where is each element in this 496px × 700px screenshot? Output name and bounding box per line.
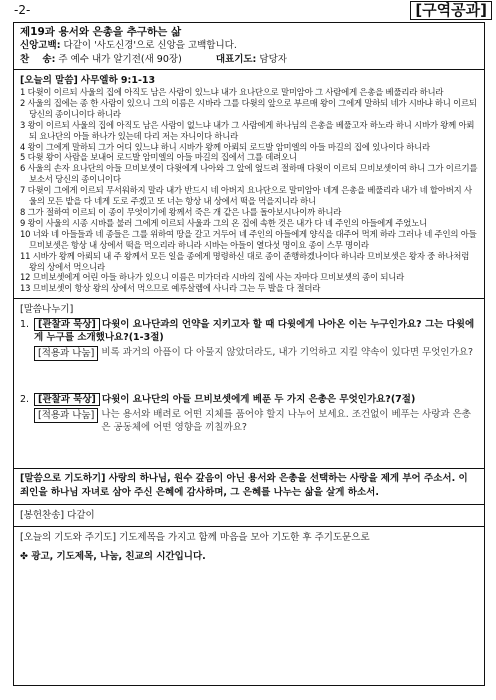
scripture-ref: 사무엘하 9:1-13 (80, 75, 156, 86)
verse-line: 10 너와 네 아들들과 네 종들은 그를 위하여 땅을 갈고 거두어 네 주인의 아들에게 양식을 대주어 먹게 하라 그러나 네 주인의 아들 므비보셋은 항상 내 상에서 떡을 먹으리라 하니라 시바는 아들이 열다섯 명이요 종이 스무 명이라 (20, 228, 477, 250)
verse-line: 3 왕이 이르되 사울의 집에 아직도 남은 사람이 없느냐 내가 그 사람에게 하나님의 은총을 베풀고자 하노라 하니 시바가 왕께 아뢰되 요나단의 아들 하나가 있는데 다리 저는 자니이다 하니라 (20, 119, 475, 141)
closing-prayer (20, 472, 478, 500)
answer-space (20, 365, 478, 391)
application-text: 비록 과거의 아픔이 다 아물지 않았더라도, 내가 기억하고 지킬 약속이 있다면 무엇인가요? (101, 347, 473, 359)
lesson-header (14, 23, 484, 70)
prayer-items-section (14, 531, 484, 563)
question-text: 다윗이 요나단과의 언약을 지키고자 할 때 다윗에게 나아온 이는 누구인가요? 그는 다윗에게 누구를 소개했나요?(1-3절) (34, 319, 475, 344)
application-label: [적용과 나눔] (34, 408, 98, 423)
divider (14, 504, 484, 505)
confession-text: 다같이 '사도신경'으로 신앙을 고백합니다. (63, 40, 237, 51)
verse-line: 7 다윗이 그에게 이르되 무서워하지 말라 내가 반드시 네 아버지 요나단으로 말미암아 네게 은총을 베풀리라 내가 네 할아버지 사울의 모든 밭을 다 네게 도로 주겠고 또 너는 항상 내 상에서 떡을 먹을지니라 하니 (20, 185, 472, 207)
verse-line: 1 다윗이 이르되 사울의 집에 아직도 남은 사람이 있느냐 내가 요나단으로 말미암아 그 사람에게 은총을 베풀리라 하니라 (20, 87, 444, 97)
lesson-frame (13, 22, 485, 686)
prayer-text: 담당자 (259, 54, 287, 65)
closing-prayer-text: 사랑의 하나님, 원수 갚음이 아닌 용서와 은총을 선택하는 사랑을 제게 부어 주소서. 이 죄인을 하나님 자녀로 삼아 주신 은혜에 감사하며, 그 은혜를 나누는 삶을 살게 하소서. (20, 473, 468, 499)
closing-prayer-section (14, 472, 484, 500)
prayer-items-text: 기도제목을 가지고 함께 마음을 모아 기도한 후 주기도문으로 (119, 532, 370, 544)
verse-line: 6 사울의 손자 요나단의 아들 므비보셋이 다윗에게 나아와 그 앞에 엎드려 절하매 다윗이 이르되 므비보셋이여 하니 그가 이르기를 보소서 당신의 종이니이다 (20, 163, 478, 185)
verse-line: 13 므비보셋이 항상 왕의 상에서 먹으므로 예루살렘에 사니라 그는 두 발을 다 절더라 (20, 283, 321, 294)
prayer-items-tag: [오늘의 기도와 주기도] (20, 532, 117, 544)
observation-label: [관찰과 묵상] (34, 318, 100, 331)
prayer-label: 대표기도: (215, 54, 257, 65)
application-item (34, 346, 478, 361)
verse-line: 11 시바가 왕께 아뢰되 내 주 왕께서 모든 일을 종에게 명령하신 대로 종이 준행하겠나이다 하니라 므비보셋은 왕자 중 하나처럼 왕의 상에서 먹으니라 (20, 250, 470, 272)
question-number: 2. (20, 394, 30, 406)
page-number: -2- (14, 3, 31, 17)
application-item (34, 408, 478, 434)
offering-text: 다같이 (67, 510, 95, 522)
verse-line: 8 그가 절하여 이르되 이 종이 무엇이기에 왕께서 죽은 개 같은 나를 돌아보시나이까 하니라 (20, 206, 342, 217)
divider (14, 468, 484, 469)
hymn-line (20, 53, 478, 67)
verse-list (20, 87, 478, 294)
confession-line (20, 39, 478, 53)
closing-prayer-tag: [말씀으로 기도하기] (20, 473, 106, 485)
prayer-items-line (20, 531, 478, 544)
verse-line: 9 왕이 사울의 시종 시바를 불러 그에게 이르되 사울과 그의 온 집에 속한 것은 내가 다 네 주인의 아들에게 주었노니 (20, 217, 427, 228)
verse-line: 4 왕이 그에게 말하되 그가 어디 있느냐 하니 시바가 왕께 아뢰되 로드발 암미엘의 아들 마길의 집에 있나이다 하니라 (20, 141, 430, 152)
question-list (20, 318, 478, 464)
question-item (20, 318, 478, 344)
divider (14, 298, 484, 299)
sharing-section (14, 303, 484, 464)
scripture-section (14, 74, 484, 294)
observation-label: [관찰과 묵상] (34, 393, 100, 406)
verse-line: 5 다윗 왕이 사람을 보내어 로드발 암미엘의 아들 마길의 집에서 그를 데려오니 (20, 152, 297, 163)
answer-space (20, 438, 478, 464)
question-number: 1. (20, 319, 30, 331)
divider (14, 526, 484, 527)
verse-line: 2 사울의 집에는 종 한 사람이 있으니 그의 이름은 시바라 그를 다윗의 앞으로 부르매 왕이 그에게 말하되 네가 시바냐 하니 이르되 당신의 종이니이다 하니라 (20, 97, 477, 119)
offering-line (20, 509, 478, 522)
application-label: [적용과 나눔] (34, 346, 98, 361)
lesson-title: 제19과 용서와 은총을 추구하는 삶 (20, 26, 182, 38)
hymn-label: 찬 송: (20, 54, 56, 65)
verse-line: 12 므비보셋에게 어린 아들 하나가 있으니 이름은 미가더라 시바의 집에 사는 자마다 므비보셋의 종이 되니라 (20, 272, 405, 283)
application-text: 나는 용서와 배려로 어떤 지체를 품어야 할지 나누어 보세요. 조건없이 베푸는 사랑과 은총은 공동체에 어떤 영향을 끼칠까요? (101, 409, 471, 434)
notices: ✤ 광고, 기도제목, 나눔, 친교의 시간입니다. (20, 551, 206, 563)
scripture-title (20, 74, 478, 87)
confession-label: 신앙고백: (20, 40, 61, 51)
hymn-text: 주 예수 내가 알기전(새 90장) (58, 54, 182, 65)
question-item (20, 393, 478, 406)
question-text: 다윗이 요나단의 아들 므비보셋에게 베푼 두 가지 은총은 무엇인가요?(7절) (101, 394, 416, 406)
scripture-tag: [오늘의 말씀] (20, 75, 78, 86)
offering-section (14, 509, 484, 522)
category-label: [구역공과] (410, 1, 492, 20)
offering-tag: [봉헌찬송] (20, 510, 65, 522)
sharing-tag: [말씀나누기] (20, 304, 74, 316)
